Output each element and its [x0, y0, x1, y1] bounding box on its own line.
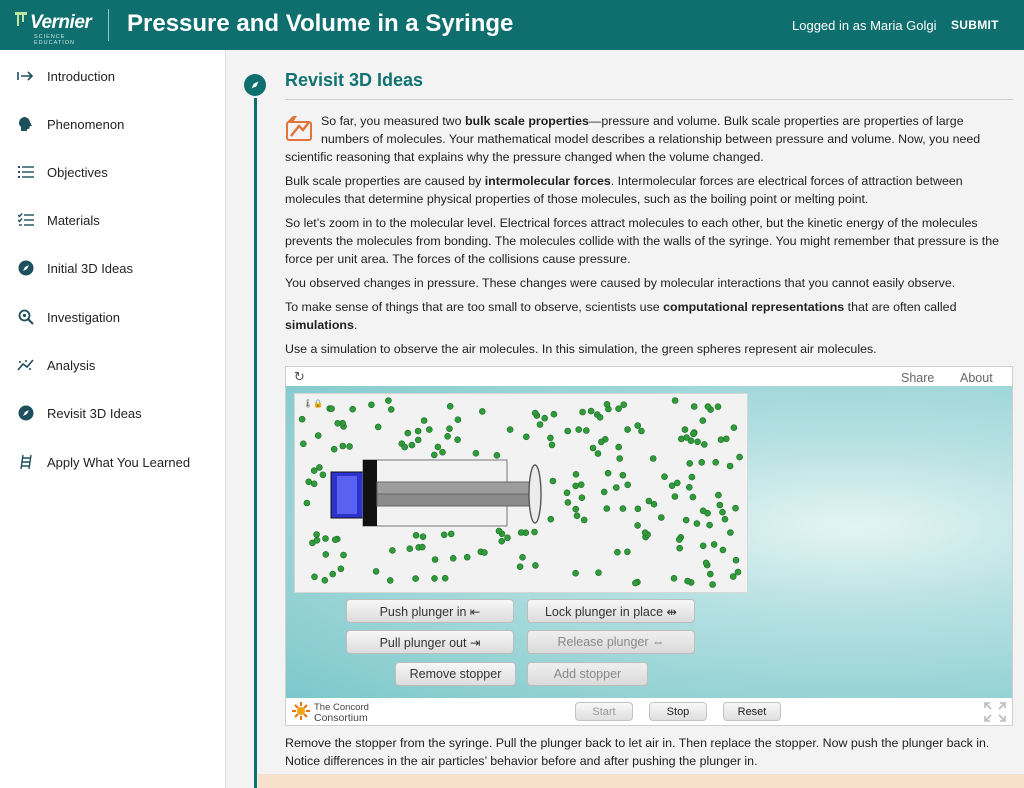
- air-molecule: [375, 424, 381, 430]
- ladder-icon: [17, 453, 35, 471]
- air-molecule: [387, 577, 393, 583]
- about-link[interactable]: About: [960, 371, 993, 385]
- air-molecule: [588, 408, 594, 414]
- air-molecule: [699, 459, 705, 465]
- air-molecule: [733, 505, 739, 511]
- text-segment: Bulk scale properties are caused by: [285, 174, 485, 188]
- air-molecule: [573, 483, 579, 489]
- logo-word: Vernier: [30, 12, 92, 33]
- air-molecule: [620, 506, 626, 512]
- app-header: [0, 0, 1024, 50]
- air-molecule: [565, 499, 571, 505]
- sidebar-item-objectives[interactable]: [0, 152, 226, 192]
- air-molecule: [494, 452, 500, 458]
- air-molecule: [682, 427, 688, 433]
- air-molecule: [590, 445, 596, 451]
- air-molecule: [638, 428, 644, 434]
- air-molecule: [330, 571, 336, 577]
- text-segment: that are often called: [844, 300, 957, 314]
- air-molecule: [323, 551, 329, 557]
- air-molecule: [455, 417, 461, 423]
- sidebar-item-apply-what-you-learned[interactable]: [0, 442, 226, 482]
- air-molecule: [450, 555, 456, 561]
- air-molecule: [735, 569, 741, 575]
- page-title: Pressure and Volume in a Syringe: [127, 10, 514, 37]
- air-molecule: [565, 428, 571, 434]
- reasoning-icon: [285, 114, 315, 144]
- air-molecule: [331, 446, 337, 452]
- air-molecule: [388, 406, 394, 412]
- sidebar-item-initial-3d-ideas[interactable]: [0, 248, 226, 288]
- air-molecule: [694, 521, 700, 527]
- sidebar-item-label: Revisit 3D Ideas: [47, 405, 142, 421]
- text-segment: . Intermolecular forces are electrical forces of attraction between molecules that determine physical properties of those molecules, such as the boiling point or melting point.: [285, 174, 963, 206]
- lock-plunger-button[interactable]: Lock plunger in place ⇹: [527, 599, 695, 623]
- concord-consortium-logo[interactable]: [292, 700, 382, 724]
- compass-icon: [248, 78, 262, 92]
- air-molecule: [479, 408, 485, 414]
- brand-line2: Consortium: [314, 712, 368, 724]
- brand-text: [314, 703, 369, 724]
- air-molecule: [717, 502, 723, 508]
- plunger-handle[interactable]: [529, 465, 541, 523]
- air-molecule: [604, 401, 610, 407]
- air-molecule: [718, 437, 724, 443]
- air-molecule: [518, 530, 524, 536]
- air-molecule: [672, 494, 678, 500]
- brand-line1: The Concord: [314, 702, 369, 713]
- air-molecule: [447, 403, 453, 409]
- paragraph-computational: [285, 298, 1015, 334]
- air-molecule: [517, 564, 523, 570]
- air-molecule: [311, 481, 317, 487]
- air-molecule: [635, 423, 641, 429]
- air-molecule: [617, 456, 623, 462]
- air-molecule: [323, 536, 329, 542]
- main-content: [226, 50, 1024, 788]
- sidebar-item-investigation[interactable]: [0, 297, 226, 337]
- air-molecule: [473, 450, 479, 456]
- air-molecule: [507, 427, 513, 433]
- air-molecule: [715, 404, 721, 410]
- paragraph-molecular-level: So let’s zoom in to the molecular level. Electrical forces attract molecules to each other, but the kinetic energy of the molecules prevents the molecules from bonding. The molecules collide with the walls of the syringe. You might remember that pressure is the force per unit area. The forces of the collisions cause pressure.: [285, 216, 999, 266]
- air-molecule: [320, 472, 326, 478]
- sidebar-item-label: Phenomenon: [47, 116, 125, 132]
- paragraph-observed: You observed changes in pressure. These changes were caused by molecular interactions that you cannot easily observe.: [285, 276, 956, 290]
- section-badge: [244, 74, 266, 96]
- air-molecule: [312, 574, 318, 580]
- air-molecule: [690, 494, 696, 500]
- text-segment: To make sense of things that are too small to observe, scientists use: [285, 300, 664, 314]
- air-molecule: [711, 541, 717, 547]
- molecules-layer: [295, 394, 749, 594]
- air-molecule: [315, 433, 321, 439]
- air-molecule: [415, 428, 421, 434]
- air-molecule: [616, 444, 622, 450]
- air-molecule: [677, 545, 683, 551]
- air-molecule: [304, 500, 310, 506]
- air-molecule: [311, 468, 317, 474]
- air-molecule: [581, 517, 587, 523]
- air-molecule: [703, 560, 709, 566]
- header-divider: [108, 9, 109, 41]
- air-molecule: [720, 509, 726, 515]
- air-molecule: [625, 482, 631, 488]
- air-molecule: [672, 398, 678, 404]
- air-molecule: [720, 547, 726, 553]
- air-molecule: [695, 439, 701, 445]
- air-molecule: [420, 534, 426, 540]
- air-molecule: [710, 582, 716, 588]
- syringe-end-cap: [363, 460, 377, 526]
- syringe: [331, 460, 541, 526]
- vernier-caliper-icon: [14, 10, 28, 28]
- air-molecule: [373, 568, 379, 574]
- air-molecule: [549, 442, 555, 448]
- air-molecule: [687, 460, 693, 466]
- sun-icon: [292, 701, 310, 721]
- air-molecule: [300, 441, 306, 447]
- sidebar-item-introduction[interactable]: [0, 56, 226, 96]
- air-molecule: [685, 578, 691, 584]
- air-molecule: [564, 490, 570, 496]
- add-stopper-button[interactable]: Add stopper: [527, 662, 648, 686]
- air-molecule: [432, 575, 438, 581]
- air-molecule: [715, 492, 721, 498]
- reload-icon[interactable]: ↻: [294, 369, 305, 384]
- thermometer-lock-icon: 🌡🔒: [303, 399, 324, 408]
- chart-trend-icon: [17, 356, 35, 374]
- air-molecule: [548, 516, 554, 522]
- bold-term: intermolecular forces: [484, 174, 611, 188]
- air-molecule: [689, 474, 695, 480]
- air-molecule: [573, 506, 579, 512]
- air-molecule: [625, 427, 631, 433]
- head-icon: [17, 115, 35, 133]
- air-molecule: [350, 406, 356, 412]
- air-molecule: [650, 456, 656, 462]
- air-molecule: [658, 515, 664, 521]
- paragraph-use-simulation: Use a simulation to observe the air molecules. In this simulation, the green spheres represent air molecules.: [285, 342, 877, 356]
- air-molecule: [448, 531, 454, 537]
- air-molecule: [499, 538, 505, 544]
- air-molecule: [532, 529, 538, 535]
- text-segment: —pressure and volume. Bulk scale properties are properties of large numbers of molecules. Your mathematical model describes a relationship between pressure and volume. Now, you need scientific reasoning that explains why the pressure changed when the volume changed.: [285, 114, 981, 164]
- simulation-frame: [285, 366, 1013, 726]
- air-molecule: [651, 501, 657, 507]
- air-molecule: [597, 414, 603, 420]
- paragraph-instructions: Remove the stopper from the syringe. Pull the plunger back to let air in. Then replace the stopper. Now push the plunger back in. Notice differences in the air particles’ behavior before and after pushing the plunger in.: [285, 736, 990, 768]
- air-molecule: [407, 546, 413, 552]
- air-molecule: [322, 577, 328, 583]
- air-molecule: [620, 472, 626, 478]
- air-molecule: [573, 570, 579, 576]
- air-molecule: [576, 427, 582, 433]
- section-title: Revisit 3D Ideas: [285, 70, 424, 90]
- air-molecule: [551, 411, 557, 417]
- air-molecule: [440, 449, 446, 455]
- simulation-toolbar: [286, 367, 1012, 386]
- login-status: Logged in as Maria Golgi: [792, 18, 937, 33]
- air-molecule: [447, 426, 453, 432]
- air-molecule: [547, 435, 553, 441]
- air-molecule: [532, 562, 538, 568]
- submit-button[interactable]: SUBMIT: [951, 18, 999, 32]
- air-molecule: [441, 532, 447, 538]
- air-molecule: [684, 435, 690, 441]
- air-molecule: [329, 406, 335, 412]
- air-molecule: [340, 443, 346, 449]
- bold-term: computational representations: [663, 300, 845, 314]
- air-molecule: [580, 409, 586, 415]
- sidebar-item-revisit-3d-ideas[interactable]: [0, 393, 226, 433]
- pull-plunger-button[interactable]: Pull plunger out ⇥: [346, 630, 514, 654]
- text-segment: So far, you measured two: [321, 114, 465, 128]
- air-molecule: [432, 557, 438, 563]
- arrow-right-bar-icon: [17, 67, 35, 85]
- air-molecule: [691, 431, 697, 437]
- air-molecule: [464, 554, 470, 560]
- air-molecule: [523, 434, 529, 440]
- text-segment: .: [353, 318, 358, 332]
- air-molecule: [691, 404, 697, 410]
- air-molecule: [332, 537, 338, 543]
- air-molecule: [578, 482, 584, 488]
- magnifier-icon: [17, 308, 35, 326]
- stopper-highlight: [337, 476, 357, 514]
- air-molecule: [542, 415, 548, 421]
- air-molecule: [707, 571, 713, 577]
- air-molecule: [445, 433, 451, 439]
- air-molecule: [700, 508, 706, 514]
- remove-stopper-button[interactable]: Remove stopper: [395, 662, 516, 686]
- air-molecule: [598, 439, 604, 445]
- simulation-controls: [286, 698, 1012, 725]
- air-molecule: [616, 406, 622, 412]
- air-molecule: [635, 522, 641, 528]
- air-molecule: [419, 544, 425, 550]
- sidebar-item-label: Introduction: [47, 68, 115, 84]
- bold-term: simulations: [285, 318, 354, 332]
- air-molecule: [707, 522, 713, 528]
- paragraph-bulk-scale: [285, 112, 1015, 166]
- section-divider: [285, 99, 1013, 100]
- next-section-strip: [258, 774, 1024, 788]
- air-molecule: [733, 557, 739, 563]
- air-molecule: [415, 437, 421, 443]
- air-molecule: [605, 470, 611, 476]
- paragraph-intermolecular: [285, 172, 1015, 208]
- compass-icon: [17, 404, 35, 422]
- release-plunger-button[interactable]: Release plunger ⇔: [527, 630, 695, 654]
- plunger-rod-bottom[interactable]: [377, 494, 531, 506]
- air-molecule: [314, 532, 320, 538]
- air-molecule: [731, 425, 737, 431]
- air-molecule: [604, 506, 610, 512]
- push-plunger-button[interactable]: Push plunger in ⇤: [346, 599, 514, 623]
- air-molecule: [700, 418, 706, 424]
- air-molecule: [579, 495, 585, 501]
- air-molecule: [713, 459, 719, 465]
- air-molecule: [595, 451, 601, 457]
- sidebar-item-phenomenon[interactable]: [0, 104, 226, 144]
- air-molecule: [642, 530, 648, 536]
- air-molecule: [727, 530, 733, 536]
- simulation-stage: [286, 386, 1012, 698]
- air-molecule: [601, 489, 607, 495]
- plunger-rod-top: [377, 482, 531, 494]
- logo-subtitle: SCIENCE EDUCATION: [34, 34, 75, 46]
- air-molecule: [431, 452, 437, 458]
- air-molecule: [705, 404, 711, 410]
- air-molecule: [442, 575, 448, 581]
- sidebar: [0, 50, 226, 788]
- sidebar-item-label: Initial 3D Ideas: [47, 260, 133, 276]
- sidebar-item-label: Apply What You Learned: [47, 454, 191, 470]
- air-molecule: [338, 566, 344, 572]
- air-molecule: [496, 528, 502, 534]
- air-molecule: [347, 443, 353, 449]
- checklist-icon: [17, 211, 35, 229]
- air-molecule: [402, 444, 408, 450]
- sidebar-item-label: Investigation: [47, 309, 120, 325]
- air-molecule: [455, 437, 461, 443]
- air-molecule: [624, 549, 630, 555]
- air-molecule: [409, 442, 415, 448]
- air-molecule: [701, 441, 707, 447]
- air-molecule: [686, 484, 692, 490]
- air-molecule: [621, 402, 627, 408]
- air-molecule: [341, 552, 347, 558]
- molecule-container[interactable]: [294, 393, 748, 593]
- air-molecule: [596, 570, 602, 576]
- compass-icon: [17, 259, 35, 277]
- air-molecule: [413, 576, 419, 582]
- share-link[interactable]: Share: [901, 371, 935, 385]
- air-molecule: [368, 402, 374, 408]
- stop-button[interactable]: Stop: [649, 702, 707, 721]
- sidebar-item-analysis[interactable]: [0, 345, 226, 385]
- air-molecule: [413, 532, 419, 538]
- vernier-logo[interactable]: [14, 8, 98, 46]
- air-molecule: [727, 463, 733, 469]
- air-molecule: [385, 398, 391, 404]
- air-molecule: [435, 444, 441, 450]
- air-molecule: [550, 478, 556, 484]
- air-molecule: [683, 517, 689, 523]
- air-molecule: [520, 554, 526, 560]
- bold-term: bulk scale properties: [464, 114, 589, 128]
- air-molecule: [314, 537, 320, 543]
- air-molecule: [723, 436, 729, 442]
- sidebar-item-label: Materials: [47, 212, 100, 228]
- air-molecule: [676, 537, 682, 543]
- sidebar-item-materials[interactable]: [0, 200, 226, 240]
- air-molecule: [737, 454, 743, 460]
- air-molecule: [613, 485, 619, 491]
- air-molecule: [335, 420, 341, 426]
- air-molecule: [574, 513, 580, 519]
- air-molecule: [299, 416, 305, 422]
- air-molecule: [421, 418, 427, 424]
- sidebar-item-label: Analysis: [47, 357, 96, 373]
- air-molecule: [583, 428, 589, 434]
- air-molecule: [662, 474, 668, 480]
- reset-button[interactable]: Reset: [723, 702, 781, 721]
- air-molecule: [671, 575, 677, 581]
- air-molecule: [614, 549, 620, 555]
- air-molecule: [532, 410, 538, 416]
- timeline-line: [254, 98, 257, 788]
- air-molecule: [722, 516, 728, 522]
- sidebar-item-label: Objectives: [47, 164, 108, 180]
- air-molecule: [632, 580, 638, 586]
- air-molecule: [389, 547, 395, 553]
- air-molecule: [481, 550, 487, 556]
- air-molecule: [537, 422, 543, 428]
- start-button[interactable]: Start: [575, 702, 633, 721]
- fullscreen-icon[interactable]: [984, 702, 1006, 722]
- list-icon: [17, 163, 35, 181]
- air-molecule: [700, 543, 706, 549]
- air-molecule: [635, 506, 641, 512]
- air-molecule: [674, 480, 680, 486]
- air-molecule: [573, 471, 579, 477]
- air-molecule: [505, 535, 511, 541]
- air-molecule: [426, 427, 432, 433]
- air-molecule: [306, 479, 312, 485]
- air-molecule: [730, 574, 736, 580]
- air-molecule: [405, 430, 411, 436]
